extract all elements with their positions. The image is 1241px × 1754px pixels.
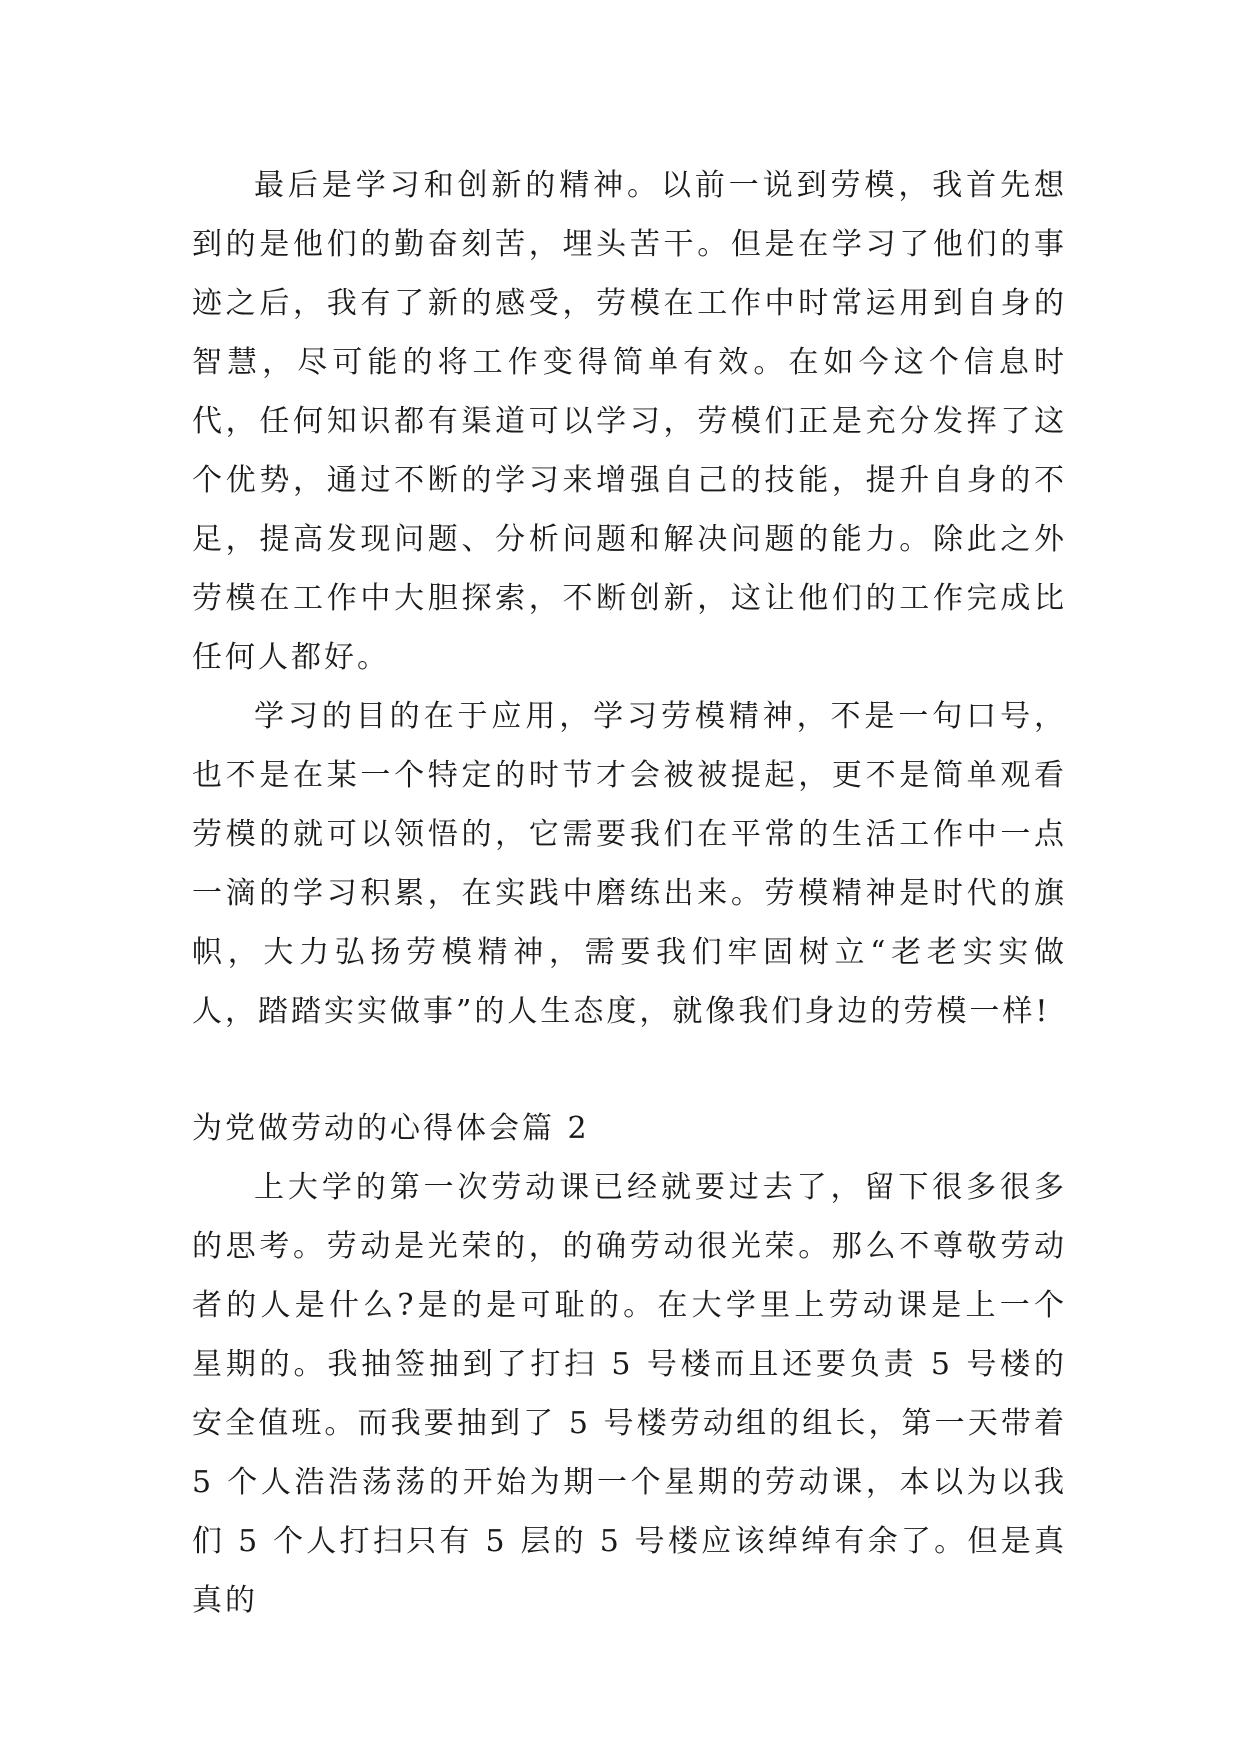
document-body bbox=[192, 156, 1067, 1630]
paragraph-innovation-spirit: 最后是学习和创新的精神。以前一说到劳模，我首先想到的是他们的勤奋刻苦，埋头苦干。但是在学习了他们的事迹之后，我有了新的感受，劳模在工作中时常运用到自身的智慧，尽可能的将工作变得简单有效。在如今这个信息时代，任何知识都有渠道可以学习，劳模们正是充分发挥了这个优势，通过不断的学习来增强自己的技能，提升自身的不足，提高发现问题、分析问题和解决问题的能力。除此之外劳模在工作中大胆探索，不断创新，这让他们的工作完成比任何人都好。 bbox=[192, 168, 1067, 675]
paragraph-learning-purpose: 学习的目的在于应用，学习劳模精神，不是一句口号，也不是在某一个特定的时节才会被被提起，更不是简单观看劳模的就可以领悟的，它需要我们在平常的生活工作中一点一滴的学习积累，在实践中磨练出来。劳模精神是时代的旗帜，大力弘扬劳模精神，需要我们牢固树立“老老实实做人，踏踏实实做事”的人生态度，就像我们身边的劳模一样! bbox=[192, 699, 1067, 1029]
section-heading: 为党做劳动的心得体会篇 2 bbox=[192, 1111, 590, 1146]
paragraph-labor-class: 上大学的第一次劳动课已经就要过去了，留下很多很多的思考。劳动是光荣的，的确劳动很光荣。那么不尊敬劳动者的人是什么?是的是可耻的。在大学里上劳动课是上一个星期的。我抽签抽到了打扫 5 号楼而且还要负责 5 号楼的安全值班。而我要抽到了 5 号楼劳动组的组长，第一天带着 5 个人浩浩荡荡的开始为期一个星期的劳动课，本以为以我们 5 个人打扫只有 5 层的 5 号楼应该绰绰有余了。但是真真的 bbox=[192, 1170, 1067, 1618]
